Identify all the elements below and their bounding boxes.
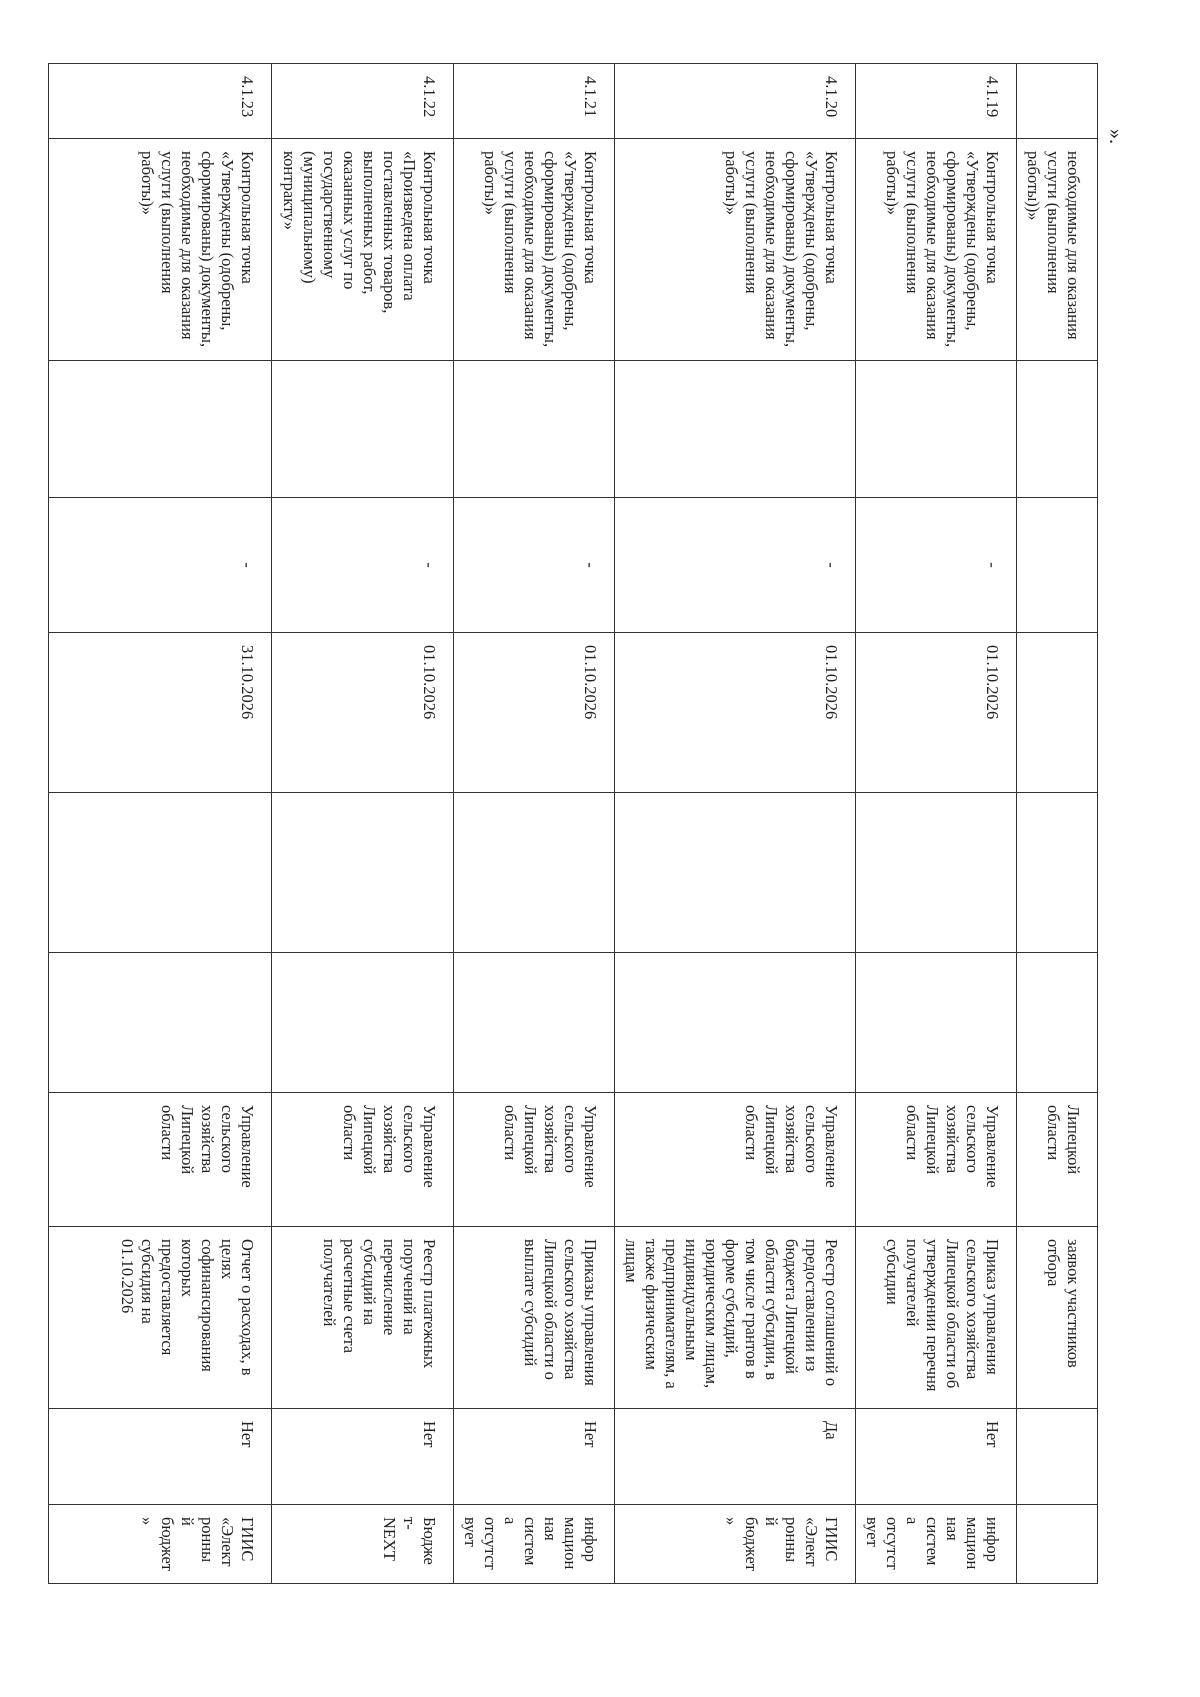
cell-col3 [856,361,1017,498]
row-number: 4.1.20 [615,64,856,139]
table-row [1017,64,1098,1584]
cell-col7 [856,953,1017,1093]
table-row [454,64,615,1584]
cell-col7 [1017,953,1098,1093]
responsible-body: Управление сельского хозяйства Липецкой области [49,1093,272,1227]
cell-col6 [856,793,1017,953]
cell-col6 [49,793,272,953]
information-system: информационная система отсутствует [454,1505,615,1584]
cell-col3 [1017,361,1098,498]
table-row [272,64,454,1584]
deadline-date: 01.10.2026 [272,633,454,793]
event-name: Контрольная точка «Утверждены (одобрены, сформированы) документы, необходимые для оказания услуги (выполнения работы)» [454,139,615,361]
flag-value: Нет [272,1409,454,1505]
cell-col6 [615,793,856,953]
information-system: Бюджет-NEXT [272,1505,454,1584]
cell-col4: - [49,498,272,633]
flag-value [1017,1409,1098,1505]
deadline-date: 01.10.2026 [856,633,1017,793]
table-row [615,64,856,1584]
cell-col7 [49,953,272,1093]
event-name: Контрольная точка «Утверждены (одобрены, сформированы) документы, необходимые для оказания услуги (выполнения работы)» [49,139,272,361]
row-number: 4.1.19 [856,64,1017,139]
cell-col4: - [615,498,856,633]
table-row [49,64,272,1584]
event-name: Контрольная точка «Утверждены (одобрены, сформированы) документы, необходимые для оказания услуги (выполнения работы)» [615,139,856,361]
flag-value: Да [615,1409,856,1505]
responsible-body: Управление сельского хозяйства Липецкой области [856,1093,1017,1227]
cell-col6 [1017,793,1098,953]
row-number: 4.1.22 [272,64,454,139]
document-type: Приказы управления сельского хозяйства Липецкой области о выплате субсидий [454,1227,615,1409]
information-system: ГИИС «Электронный бюджет» [615,1505,856,1584]
information-system [1017,1505,1098,1584]
information-system: ГИИС «Электронный бюджет» [49,1505,272,1584]
deadline-date [1017,633,1098,793]
cell-col6 [454,793,615,953]
responsible-body: Управление сельского хозяйства Липецкой области [454,1093,615,1227]
rotated-page [113,63,1098,1583]
document-type: Приказ управления сельского хозяйства Липецкой области об утверждении перечня получателей субсидии [856,1227,1017,1409]
deadline-date: 01.10.2026 [454,633,615,793]
information-system: информационная система отсутствует [856,1505,1017,1584]
event-name: Контрольная точка «Утверждены (одобрены, сформированы) документы, необходимые для оказания услуги (выполнения работы)» [856,139,1017,361]
cell-col4: - [272,498,454,633]
document-type: Отчет о расходах, в целях софинансирования которых предоставляется субсидия на 01.10.2026 [49,1227,272,1409]
deadline-date: 31.10.2026 [49,633,272,793]
row-number: 4.1.23 [49,64,272,139]
event-name: необходимые для оказания услуги (выполнения работы))» [1017,139,1098,361]
cell-col4 [1017,498,1098,633]
cell-col3 [615,361,856,498]
responsible-body: Липецкой области [1017,1093,1098,1227]
flag-value: Нет [856,1409,1017,1505]
cell-col7 [454,953,615,1093]
deadline-date: 01.10.2026 [615,633,856,793]
responsible-body: Управление сельского хозяйства Липецкой области [272,1093,454,1227]
event-name: Контрольная точка «Произведена оплата поставленных товаров, выполненных работ, оказанных услуг по государственному (муниципальному) контракту» [272,139,454,361]
row-number: 4.1.21 [454,64,615,139]
cell-col7 [615,953,856,1093]
document-type: Реестр соглашений о предоставлении из бюджета Липецкой области субсидии, в том числе грантов в форме субсидий, юридическим лицам, индивидуальным предпринимателям, а также физическим лицам [615,1227,856,1409]
flag-value: Нет [49,1409,272,1505]
cell-col7 [272,953,454,1093]
cell-col4: - [454,498,615,633]
cell-col4: - [856,498,1017,633]
table-row [856,64,1017,1584]
closing-quote-mark: ». [1105,129,1127,144]
flag-value: Нет [454,1409,615,1505]
document-type: заявок участников отбора [1017,1227,1098,1409]
responsible-body: Управление сельского хозяйства Липецкой области [615,1093,856,1227]
cell-col3 [49,361,272,498]
cell-col3 [454,361,615,498]
document-type: Реестр платежных поручений на перечисление субсидий на расчетные счета получателей [272,1227,454,1409]
cell-col3 [272,361,454,498]
control-points-table [48,63,1098,1584]
cell-col6 [272,793,454,953]
row-number [1017,64,1098,139]
